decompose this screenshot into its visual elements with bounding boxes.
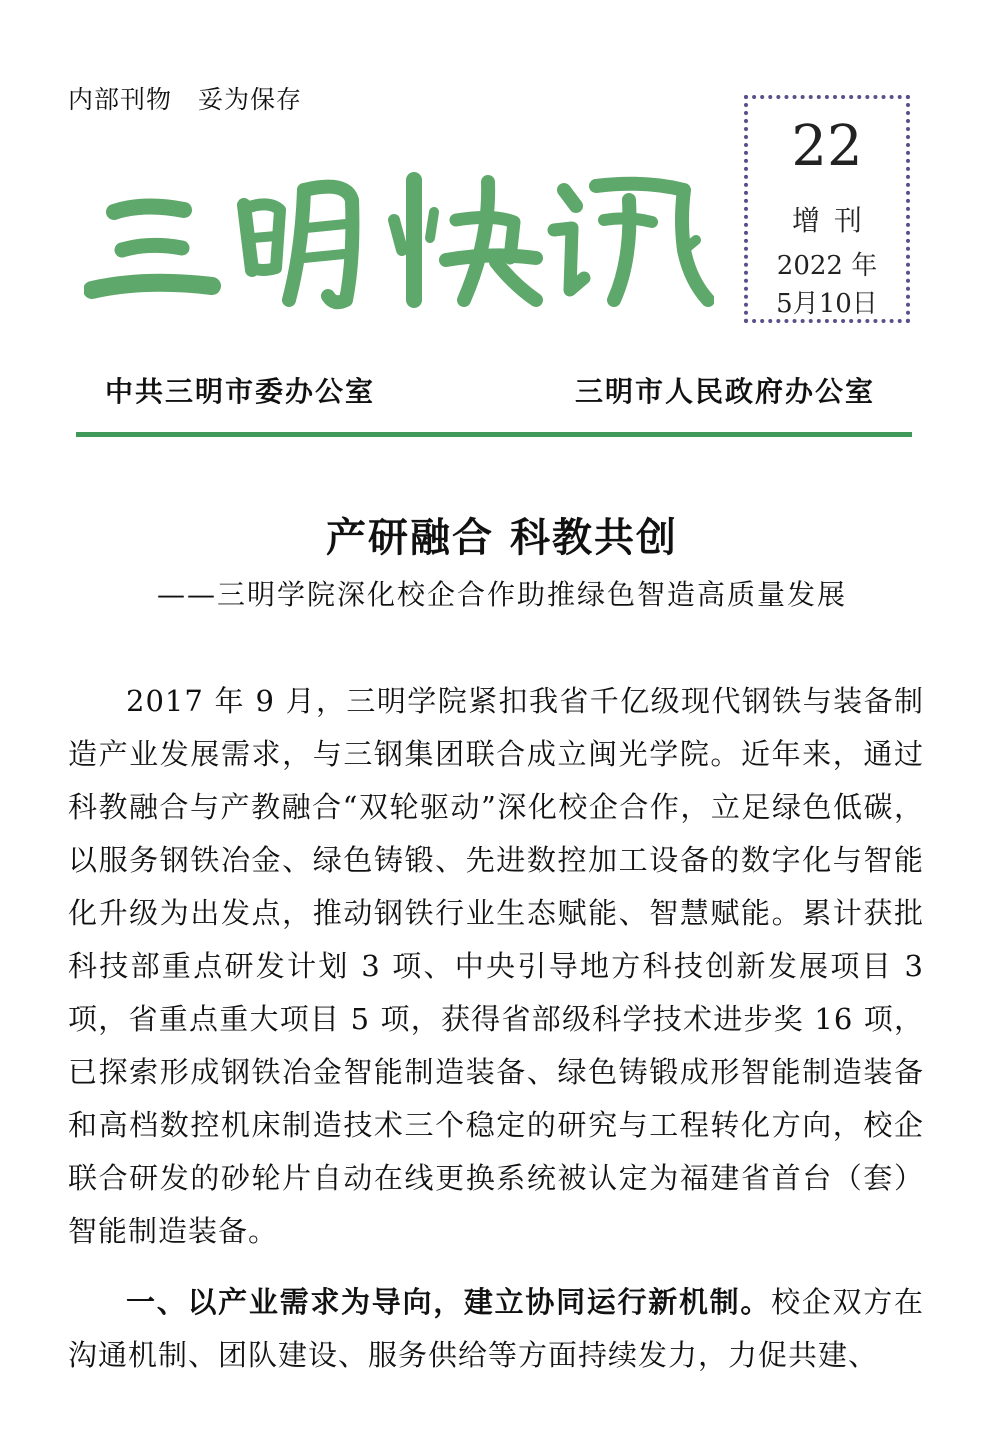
article-subtitle: ——三明学院深化校企合作助推绿色智造高质量发展: [156, 578, 847, 611]
issue-type: 增刊: [791, 204, 876, 237]
masthead-logo: [84, 150, 714, 320]
issue-info-box: [744, 95, 910, 323]
internal-publication-note: 内部刊物 妥为保存: [68, 85, 303, 114]
article-title: 产研融合 科教共创: [326, 514, 678, 561]
header-divider: [76, 432, 912, 437]
issue-year: 2022 年: [776, 251, 878, 281]
issue-date: 5月10日: [776, 289, 878, 319]
issuer-party-office: 中共三明市委办公室: [105, 375, 376, 408]
body-paragraph: [68, 1276, 924, 1382]
section-heading: 一、以产业需求为导向，建立协同运行新机制。: [126, 1285, 772, 1319]
article-body: [68, 675, 924, 1382]
issue-number: 22: [791, 114, 863, 179]
issuer-government-office: 三明市人民政府办公室: [575, 375, 876, 408]
section-text: 校企双方在沟通机制、团队建设、服务供给等方面持续发力，力促共建、: [68, 1285, 924, 1372]
masthead-calligraphy: [84, 150, 714, 320]
body-paragraph: 2017 年 9 月，三明学院紧扣我省千亿级现代钢铁与装备制造产业发展需求，与三钢集团联合成立闽光学院。近年来，通过科教融合与产教融合“双轮驱动”深化校企合作，立足绿色低碳，以服务钢铁冶金、绿色铸锻、先进数控加工设备的数字化与智能化升级为出发点，推动钢铁行业生态赋能、智慧赋能。累计获批科技部重点研发计划 3 项、中央引导地方科技创新发展项目 3 项，省重点重大项目 5 项，获得省部级科学技术进步奖 16 项，已探索形成钢铁冶金智能制造装备、绿色铸锻成形智能制造装备和高档数控机床制造技术三个稳定的研究与工程转化方向，校企联合研发的砂轮片自动在线更换系统被认定为福建省首台（套）智能制造装备。: [68, 684, 924, 1248]
